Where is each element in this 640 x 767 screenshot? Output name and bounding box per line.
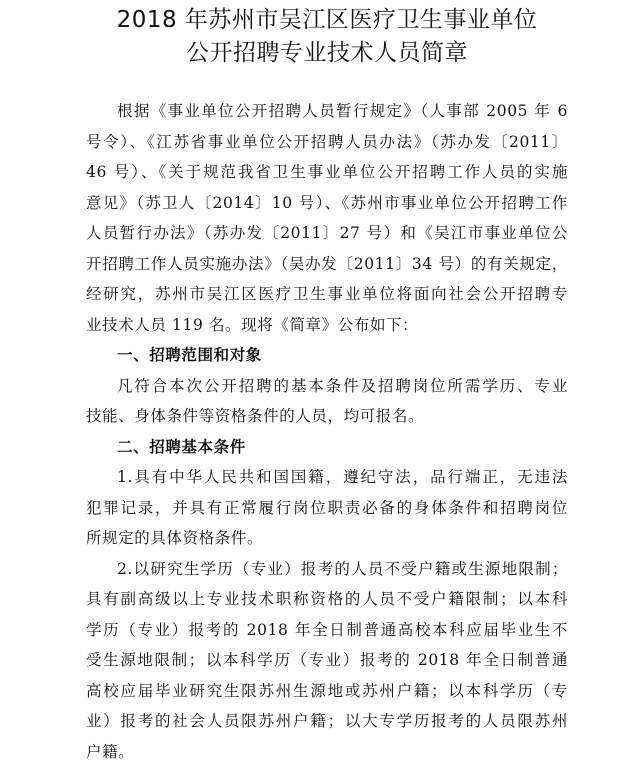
item-2-line: 业）报考的社会人员限苏州户籍；以大专学历报考的人员限苏州 [86, 706, 568, 737]
intro-line: 开招聘工作人员实施办法》（吴办发〔2011〕34 号）的有关规定， [86, 249, 568, 280]
item-1-line: 所规定的具体资格条件。 [86, 523, 568, 554]
item-1-line: 1.具有中华人民共和国国籍，遵纪守法，品行端正，无违法 [86, 462, 568, 493]
item-1-line: 犯罪记录，并具有正常履行岗位职责必备的身体条件和招聘岗位 [86, 493, 568, 524]
section-2-item-1 [86, 462, 568, 554]
section-1-heading: 一、招聘范围和对象 [86, 340, 568, 371]
intro-line: 46 号）、《关于规范我省卫生事业单位公开招聘工作人员的实施 [86, 157, 568, 188]
section-2-item-2 [86, 554, 568, 767]
item-2-line: 具有副高级以上专业技术职称资格的人员不受户籍限制；以本科 [86, 584, 568, 615]
intro-paragraph [86, 96, 568, 340]
item-2-line: 高校应届毕业研究生限苏州生源地或苏州户籍；以本科学历（专 [86, 676, 568, 707]
intro-line: 经研究，苏州市吴江区医疗卫生事业单位将面向社会公开招聘专 [86, 279, 568, 310]
item-2-line: 2.以研究生学历（专业）报考的人员不受户籍或生源地限制； [86, 554, 568, 585]
item-2-line: 学历（专业）报考的 2018 年全日制普通高校本科应届毕业生不 [86, 615, 568, 646]
section-1-paragraph [86, 371, 568, 432]
intro-line: 根据《事业单位公开招聘人员暂行规定》（人事部 2005 年 6 [86, 96, 568, 127]
item-2-line: 户籍。 [86, 737, 568, 767]
title-line-1: 2018 年苏州市吴江区医疗卫生事业单位 [66, 4, 588, 37]
section-2-heading: 二、招聘基本条件 [86, 432, 568, 463]
title-spacer [86, 70, 568, 96]
title-line-2: 公开招聘专业技术人员简章 [66, 37, 588, 70]
intro-line: 号令）、《江苏省事业单位公开招聘人员办法》（苏办发〔2011〕 [86, 127, 568, 158]
section-1-line: 凡符合本次公开招聘的基本条件及招聘岗位所需学历、专业 [86, 371, 568, 402]
item-2-line: 受生源地限制；以本科学历（专业）报考的 2018 年全日制普通 [86, 645, 568, 676]
section-1-line: 技能、身体条件等资格条件的人员，均可报名。 [86, 401, 568, 432]
intro-line: 人员暂行办法》（苏办发〔2011〕27 号）和《吴江市事业单位公 [86, 218, 568, 249]
intro-line: 业技术人员 119 名。现将《简章》公布如下： [86, 310, 568, 341]
intro-line: 意见》（苏卫人〔2014〕10 号）、《苏州市事业单位公开招聘工作 [86, 188, 568, 219]
document-title [66, 4, 588, 70]
